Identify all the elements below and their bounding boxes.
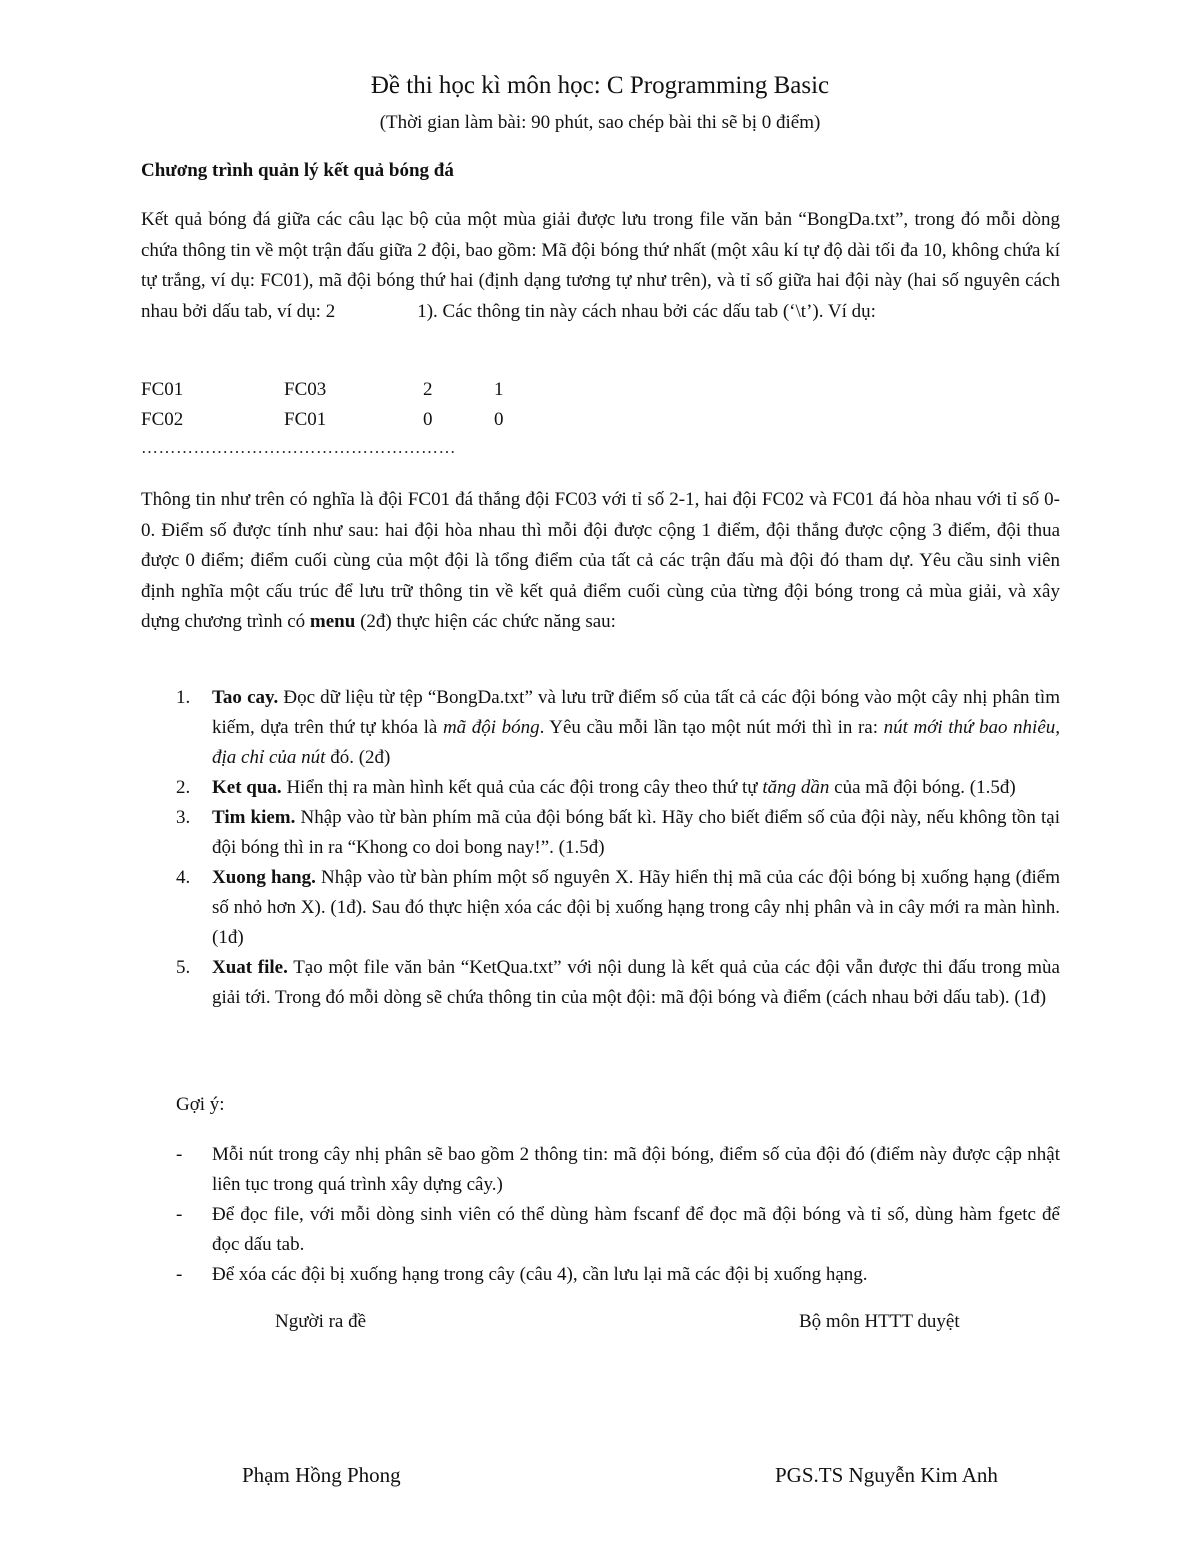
task-text: đó. (2đ) (330, 747, 391, 768)
sample-score1: 0 (423, 409, 433, 430)
task-item (176, 863, 1060, 953)
task-name: Tao cay. (212, 687, 279, 708)
task-number: 1. (176, 687, 191, 708)
sample-team2: FC01 (284, 409, 327, 430)
task-number: 5. (176, 957, 191, 978)
page-subtitle: (Thời gian làm bài: 90 phút, sao chép bài thi sẽ bị 0 điểm) (379, 112, 821, 133)
intro-text-end: 1). Các thông tin này cách nhau bởi các dấu tab (‘\t’). Ví dụ: (417, 300, 876, 322)
hint-dash: - (176, 1204, 183, 1225)
hint-item (176, 1200, 1060, 1260)
approver-name: PGS.TS Nguyễn Kim Anh (775, 1463, 998, 1487)
explanation-paragraph (141, 485, 1060, 638)
task-list (176, 683, 1060, 1013)
task-text: của mã đội bóng. (1.5đ) (834, 777, 1016, 798)
task-text: Nhập vào từ bàn phím một số nguyên X. Hãy hiển thị mã của các đội bóng bị xuống hạng (điểm số nhỏ hơn X). (1đ). Sau đó thực hiện xóa các đội bị xuống hạng trong cây nhị phân và in cây mới ra màn hình. (1đ) (212, 867, 1060, 948)
task-emphasis: tăng dần (762, 777, 830, 798)
approver-role: Bộ môn HTTT duyệt (799, 1311, 960, 1332)
task-number: 3. (176, 807, 191, 828)
task-number: 2. (176, 777, 191, 798)
explanation-tail: (2đ) thực hiện các chức năng sau: (360, 611, 616, 632)
task-text: Tạo một file văn bản “KetQua.txt” với nội dung là kết quả của các đội vẫn được thi đấu trong mùa giải tới. Trong đó mỗi dòng sẽ chứa thông tin của một đội: mã đội bóng và điểm (cách nhau bởi dấu tab). (1đ) (212, 957, 1060, 1008)
section-heading: Chương trình quản lý kết quả bóng đá (141, 160, 454, 181)
intro-text-start: Kết quả bóng đá giữa các câu lạc bộ của một mùa giải được lưu trong file văn bản “BongDa.txt”, trong đó mỗi dòng chứa thông tin về một trận đấu giữa 2 đội, bao gồm: Mã đội bóng thứ nhất (một xâu kí tự độ dài tối đa 10, không chứa kí tự trắng, ví dụ: FC01), mã đội bóng thứ hai (định dạng tương tự như trên), và tỉ số giữa hai đội này (hai số nguyên cách nhau bởi dấu tab, ví dụ: 2 (141, 209, 1060, 322)
task-text: Hiển thị ra màn hình kết quả của các đội trong cây theo thứ tự (286, 777, 758, 798)
intro-paragraph (141, 205, 1060, 327)
hint-text: Mỗi nút trong cây nhị phân sẽ bao gồm 2 thông tin: mã đội bóng, điểm số của đội đó (điểm này được cập nhật liên tục trong quá trình xây dựng cây.) (212, 1144, 1060, 1195)
task-item (176, 803, 1060, 863)
author-name: Phạm Hồng Phong (242, 1463, 401, 1487)
sample-team1: FC01 (141, 379, 184, 400)
task-emphasis: nút mới thứ bao nhiêu, địa chỉ của nút (212, 717, 1060, 768)
sample-score1: 2 (423, 379, 433, 400)
sample-ellipsis: ……………………………………………… (141, 438, 456, 457)
task-item (176, 953, 1060, 1013)
task-name: Xuong hang. (212, 867, 316, 888)
task-name: Xuat file. (212, 957, 288, 978)
sample-score2: 1 (494, 379, 504, 400)
hint-list (176, 1140, 1060, 1290)
sample-team1: FC02 (141, 409, 184, 430)
sample-score2: 0 (494, 409, 504, 430)
hint-item (176, 1260, 1060, 1290)
page-title: Đề thi học kì môn học: C Programming Basic (370, 72, 830, 99)
task-emphasis: mã đội bóng (442, 717, 540, 738)
task-text: Nhập vào từ bàn phím mã của đội bóng bất kì. Hãy cho biết điểm số của đội này, nếu không tồn tại đội bóng thì in ra “Khong co doi bong nay!”. (1.5đ) (212, 807, 1061, 858)
hint-label: Gợi ý: (176, 1094, 225, 1115)
task-text: Đọc dữ liệu từ tệp “BongDa.txt” và lưu trữ điểm số của tất cả các đội bóng vào một cây nhị phân tìm kiếm, dựa trên thứ tự khóa là (212, 687, 1060, 738)
hint-dash: - (176, 1144, 183, 1165)
explanation-text: Thông tin như trên có nghĩa là đội FC01 đá thắng đội FC03 với tỉ số 2-1, hai đội FC02 và FC01 đá hòa nhau với tỉ số 0-0. Điểm số được tính như sau: hai đội hòa nhau thì mỗi đội được cộng 1 điểm, đội thắng được cộng 3 điểm, đội thua được 0 điểm; điểm cuối cùng của một đội là tổng điểm của tất cả các trận đấu mà đội đó tham dự. Yêu cầu sinh viên định nghĩa một cấu trúc để lưu trữ thông tin về kết quả điểm cuối cùng của từng đội bóng trong cả mùa giải, và xây dựng chương trình có (141, 489, 1060, 632)
task-number: 4. (176, 867, 191, 888)
hint-dash: - (176, 1264, 183, 1285)
sample-team2: FC03 (284, 379, 327, 400)
task-name: Tim kiem. (212, 807, 296, 828)
task-name: Ket qua. (212, 777, 282, 798)
author-role: Người ra đề (275, 1311, 367, 1332)
hint-item (176, 1140, 1060, 1200)
task-text: . Yêu cầu mỗi lần tạo một nút mới thì in ra: (539, 717, 879, 738)
menu-keyword: menu (309, 611, 356, 632)
task-item (176, 683, 1060, 773)
hint-text: Để đọc file, với mỗi dòng sinh viên có thể dùng hàm fscanf để đọc mã đội bóng và tỉ số, dùng hàm fgetc để đọc dấu tab. (212, 1204, 1060, 1255)
task-item (176, 773, 1060, 803)
hint-text: Để xóa các đội bị xuống hạng trong cây (câu 4), cần lưu lại mã các đội bị xuống hạng. (212, 1264, 868, 1285)
